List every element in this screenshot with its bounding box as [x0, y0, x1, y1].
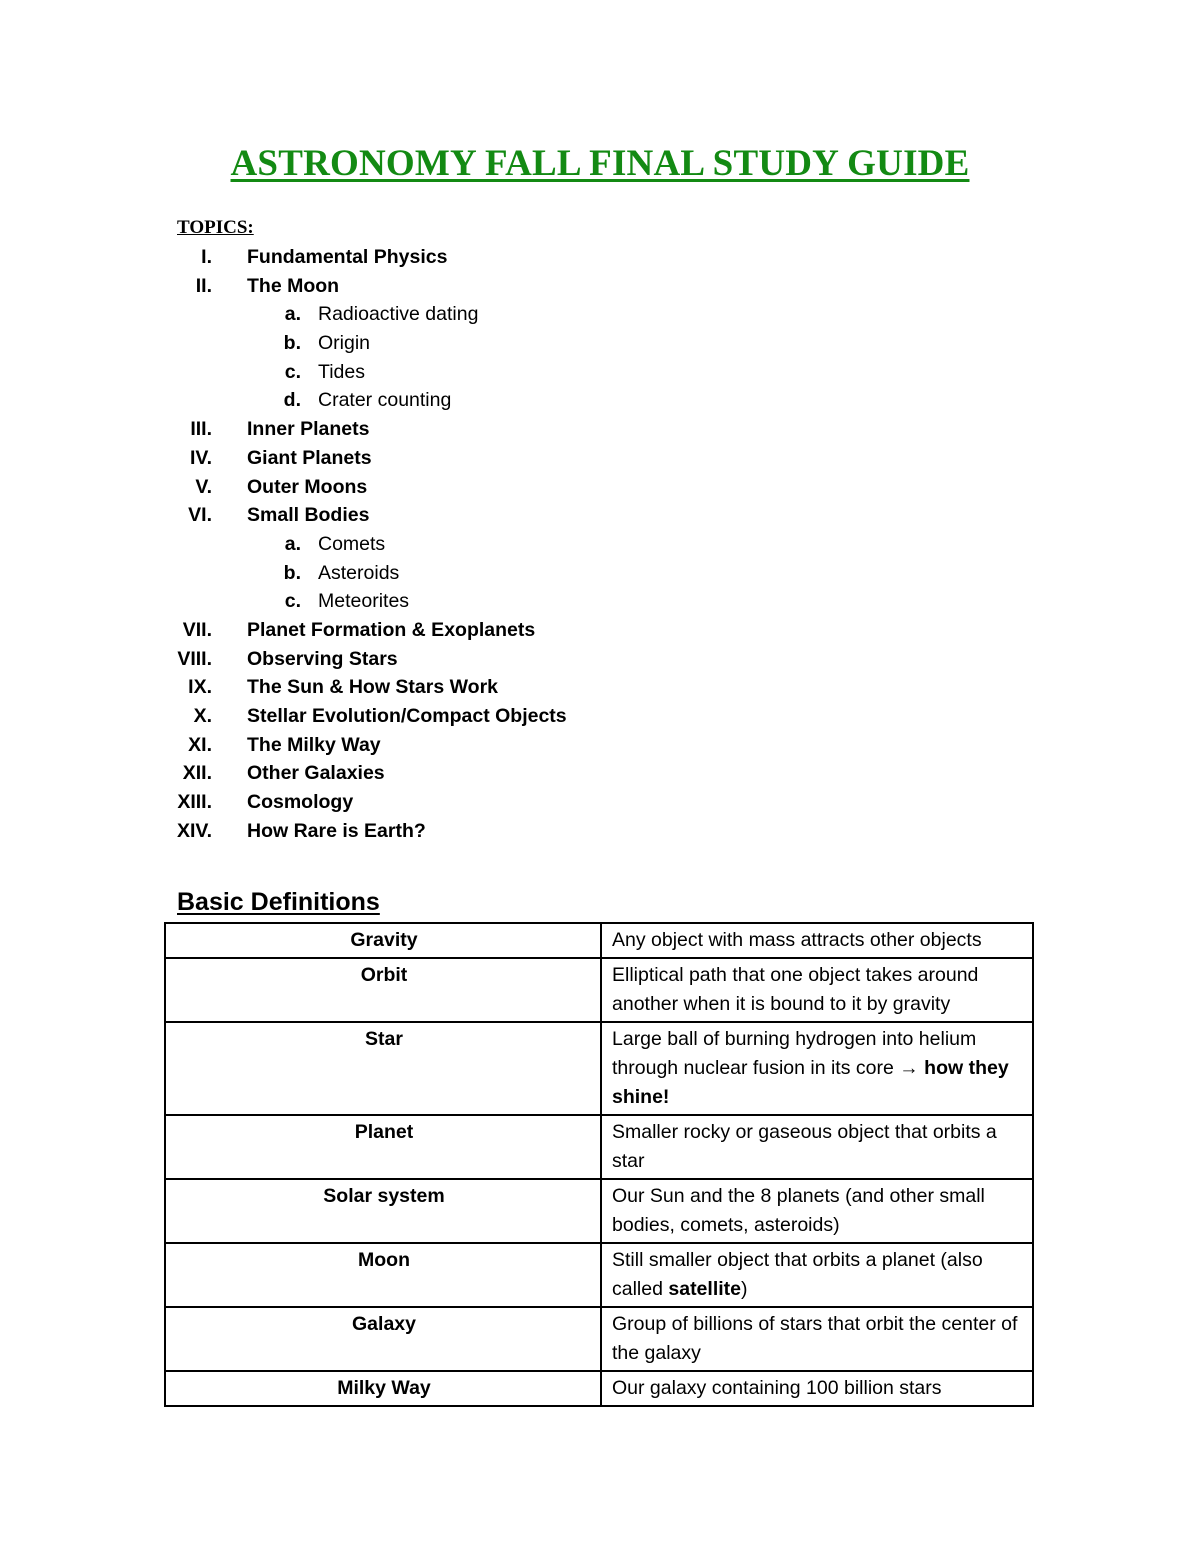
definition-fragment: Elliptical path that one object takes around another when it is bound to it by gravity [612, 964, 979, 1015]
definition-fragment: satellite [668, 1278, 741, 1300]
topic-number: XII. [182, 762, 212, 785]
topic-number: I. [201, 246, 212, 268]
definition-fragment: Any object with mass attracts other objects [612, 929, 982, 951]
definition-text [601, 1115, 1033, 1179]
table-row [165, 958, 1033, 1022]
topics-label: TOPICS: [177, 217, 254, 238]
page-title: ASTRONOMY FALL FINAL STUDY GUIDE [230, 143, 970, 184]
topic-number: XI. [188, 733, 212, 756]
subtopic-text: Meteorites [318, 590, 410, 613]
definition-text [601, 1307, 1033, 1371]
table-row [165, 1115, 1033, 1179]
definition-text [601, 1243, 1033, 1307]
subtopic-item [0, 530, 800, 559]
topic-number: XIII. [177, 791, 212, 814]
topic-number: II. [195, 274, 212, 297]
subtopic-letter: b. [283, 561, 301, 584]
topic-item [0, 788, 800, 817]
definition-fragment: ) [741, 1278, 748, 1300]
topic-text: The Sun & How Stars Work [247, 676, 499, 699]
subtopic-text: Tides [318, 360, 365, 383]
topic-number: III. [190, 418, 212, 441]
subtopic-letter: a. [284, 532, 301, 555]
topic-item [0, 444, 800, 473]
definition-term: Solar system [165, 1179, 601, 1243]
topic-item [0, 616, 800, 645]
subtopic-letter: c. [284, 590, 301, 613]
definition-text [601, 958, 1033, 1022]
table-row [165, 1179, 1033, 1243]
definition-fragment: Group of billions of stars that orbit the center of the galaxy [612, 1313, 1018, 1364]
table-row [165, 1307, 1033, 1371]
subtopic-item [0, 386, 800, 415]
subtopic-letter: a. [284, 303, 301, 326]
topic-item [0, 415, 800, 444]
subtopic-text: Asteroids [318, 561, 400, 584]
topic-item [0, 243, 800, 272]
subtopic-text: Radioactive dating [318, 303, 479, 326]
definition-fragment: Still smaller object that orbits a planet (also called [612, 1249, 983, 1300]
topic-text: Fundamental Physics [247, 246, 448, 268]
topic-number: IX. [188, 676, 212, 699]
topic-text: Stellar Evolution/Compact Objects [247, 705, 567, 727]
definition-fragment: Our Sun and the 8 planets (and other small bodies, comets, asteroids) [612, 1185, 985, 1236]
topic-text: Observing Stars [247, 647, 398, 670]
subtopic-item [0, 300, 800, 329]
definition-term: Orbit [165, 958, 601, 1022]
topic-number: XIV. [176, 819, 212, 842]
topic-number: IV. [189, 446, 212, 469]
definition-fragment: Our galaxy containing 100 billion stars [612, 1377, 942, 1399]
topic-item [0, 702, 800, 731]
table-row [165, 923, 1033, 958]
topic-text: Small Bodies [247, 504, 370, 527]
topic-text: Outer Moons [247, 475, 368, 498]
definition-text [601, 1371, 1033, 1406]
subtopic-letter: d. [283, 389, 301, 412]
topic-text: How Rare is Earth? [247, 819, 426, 842]
table-row [165, 1243, 1033, 1307]
definition-term: Moon [165, 1243, 601, 1307]
topic-text: Cosmology [247, 791, 354, 814]
subtopic-text: Crater counting [318, 389, 452, 412]
definition-term: Gravity [165, 923, 601, 958]
topic-item [0, 817, 800, 846]
definition-fragment: Large ball of burning hydrogen into helium through nuclear fusion in its core [612, 1028, 977, 1079]
topic-item [0, 731, 800, 760]
definition-term: Galaxy [165, 1307, 601, 1371]
definition-term: Milky Way [165, 1371, 601, 1406]
topic-item [0, 473, 800, 502]
topic-number: VIII. [177, 647, 212, 670]
topic-item [0, 759, 800, 788]
table-row [165, 1371, 1033, 1406]
definition-fragment: Smaller rocky or gaseous object that orbits a star [612, 1121, 997, 1172]
subtopic-item [0, 358, 800, 387]
table-row [165, 1022, 1033, 1115]
definition-fragment: → how they shine! [612, 1057, 1009, 1108]
subtopic-letter: b. [283, 332, 301, 355]
definitions-heading: Basic Definitions [177, 888, 380, 916]
subtopic-text: Comets [318, 532, 386, 555]
subtopic-text: Origin [318, 332, 371, 355]
topic-text: Other Galaxies [247, 762, 385, 785]
topics-outline [0, 243, 800, 845]
definition-text [601, 1179, 1033, 1243]
topic-text: The Milky Way [247, 733, 381, 756]
topic-item [0, 272, 800, 301]
topic-text: Inner Planets [247, 418, 370, 441]
topic-number: V. [195, 475, 212, 498]
subtopic-item [0, 559, 800, 588]
topic-number: VII. [182, 618, 212, 641]
definition-text [601, 1022, 1033, 1115]
definition-term: Planet [165, 1115, 601, 1179]
subtopic-item [0, 587, 800, 616]
topic-item [0, 673, 800, 702]
topic-number: VI. [188, 504, 212, 527]
topic-text: Planet Formation & Exoplanets [247, 618, 536, 641]
topic-item [0, 645, 800, 674]
subtopic-letter: c. [284, 360, 301, 383]
topic-text: Giant Planets [247, 446, 372, 469]
definitions-table [164, 922, 1034, 1407]
definition-text [601, 923, 1033, 958]
topic-item [0, 501, 800, 530]
topic-number: X. [193, 705, 212, 727]
topic-text: The Moon [247, 274, 340, 297]
definition-term: Star [165, 1022, 601, 1115]
subtopic-item [0, 329, 800, 358]
